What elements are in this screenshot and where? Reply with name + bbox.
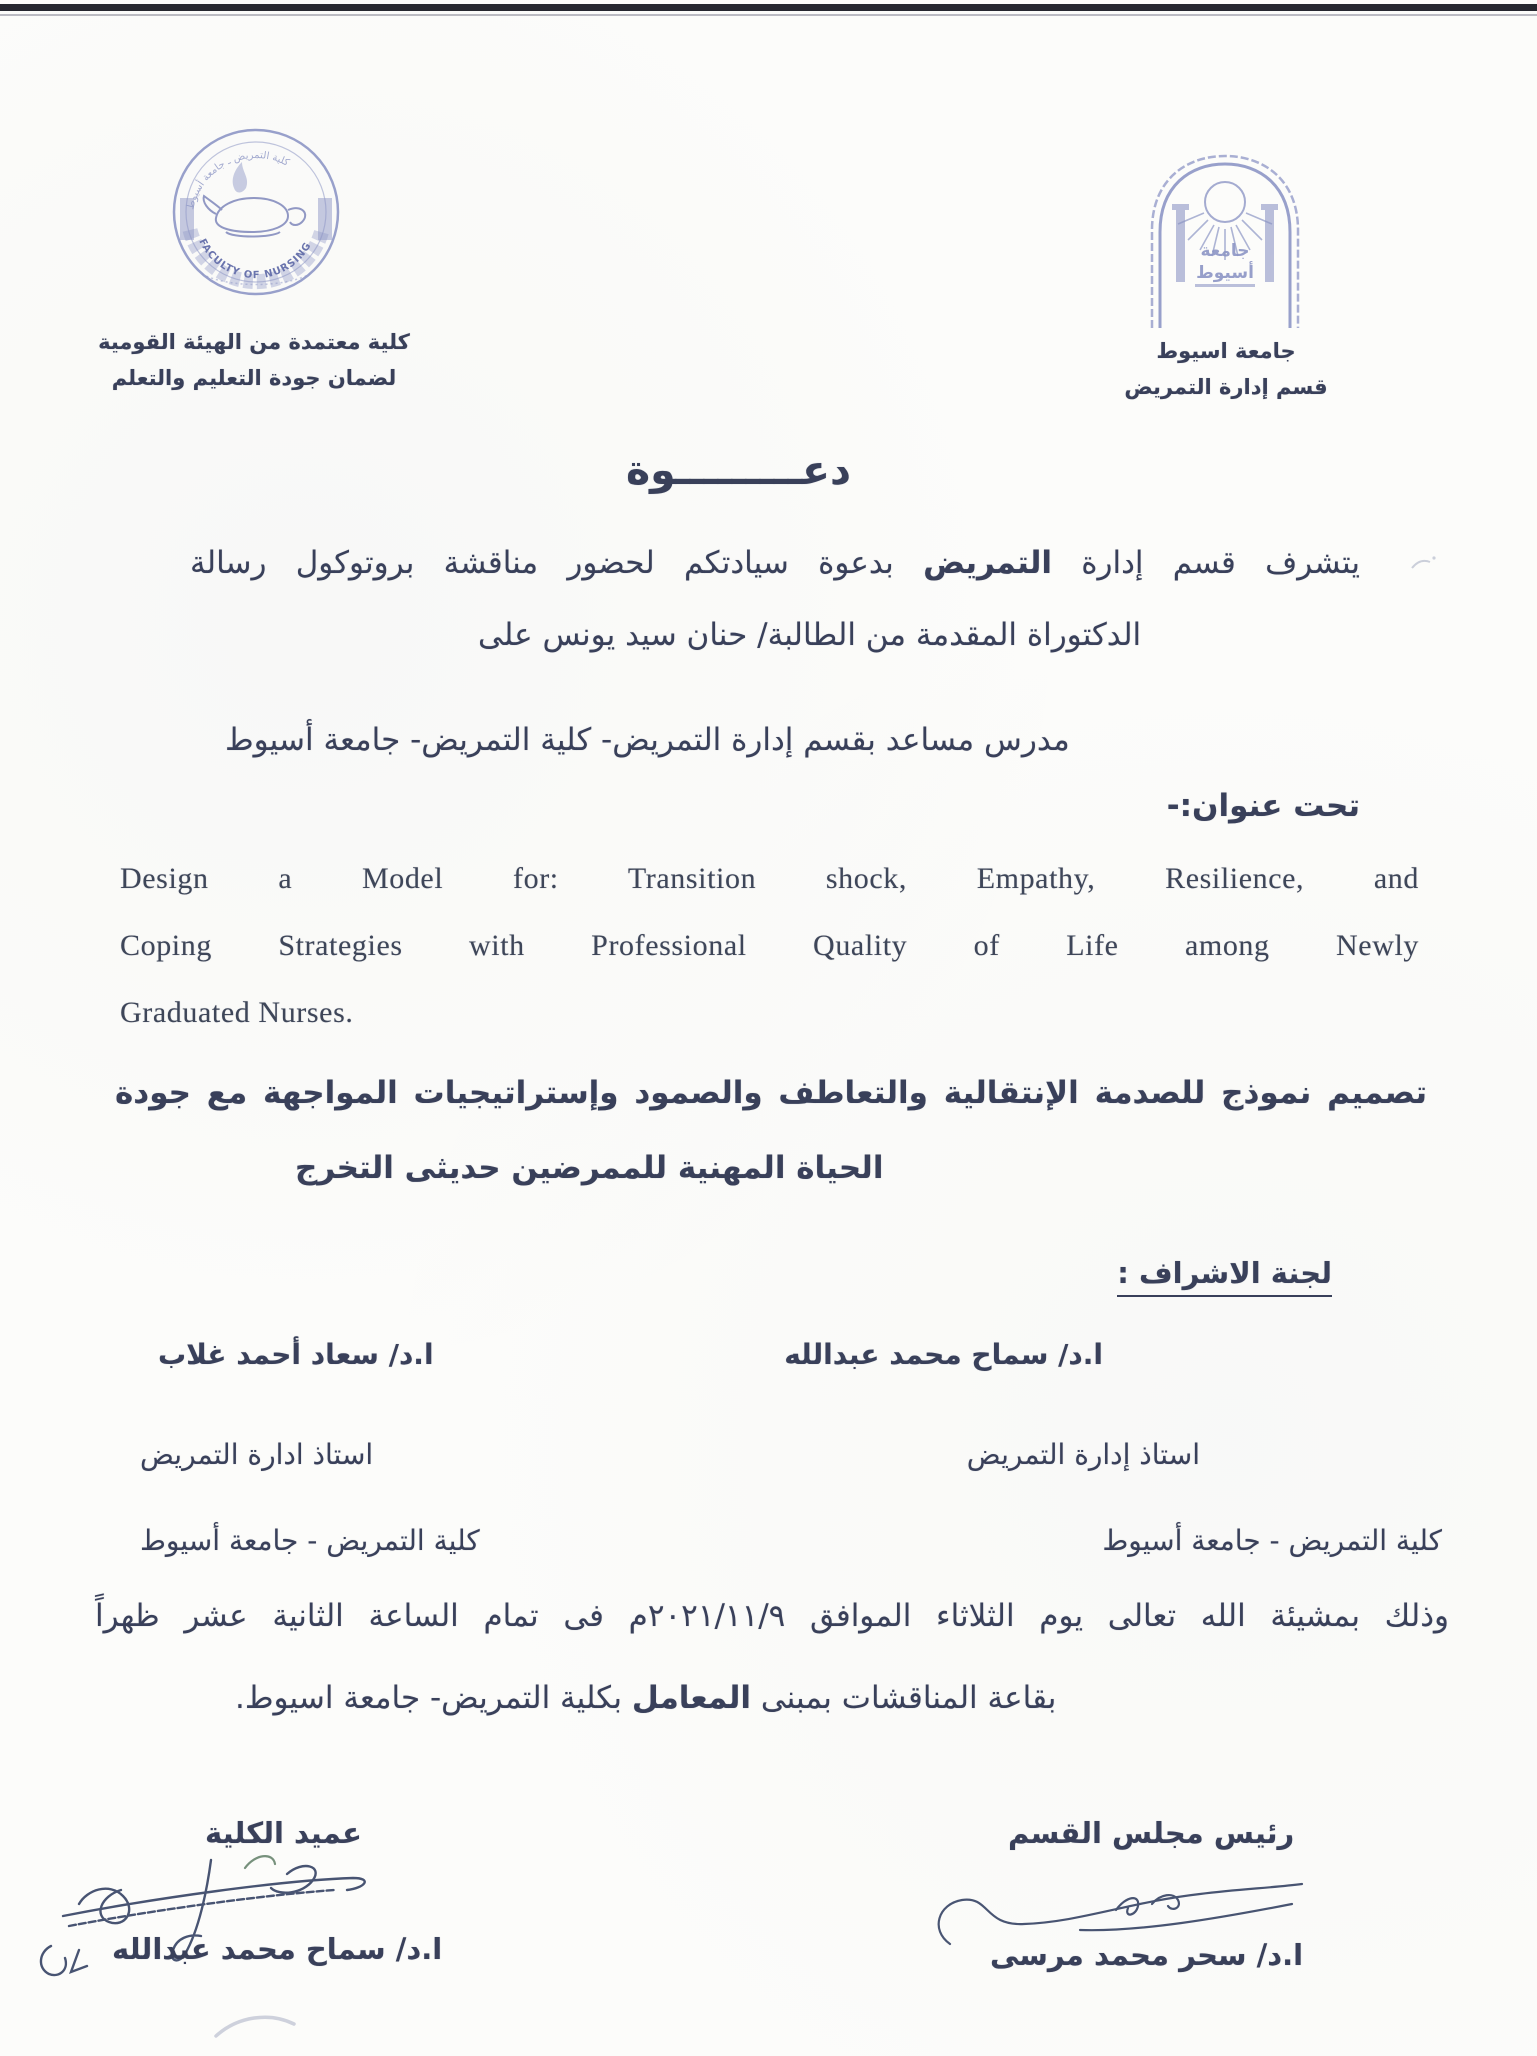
top-scan-edge-line: [0, 4, 1537, 11]
dean-title: عميد الكلية: [205, 1816, 362, 1850]
committee-member-2-affiliation: كلية التمريض - جامعة أسيوط: [140, 1524, 480, 1557]
sun-icon: [1205, 182, 1245, 222]
accreditation-caption-line1: كلية معتمدة من الهيئة القومية: [98, 330, 410, 354]
assiut-university-emblem-icon: [1140, 152, 1310, 332]
intro-line1: [190, 545, 1360, 581]
seal-arc-arabic-text: كلية التمريض ـ جامعة أسيوط: [185, 149, 291, 211]
committee-member-1-title: استاذ إدارة التمريض: [966, 1438, 1200, 1471]
committee-member-2-title: استاذ ادارة التمريض: [140, 1438, 374, 1471]
page-title: دعـــــــــوة: [625, 446, 852, 494]
schedule-date-line: وذلك بمشيئة الله تعالى يوم الثلاثاء الموافق ٢٠٢١/١١/٩م فى تمام الساعة الثانية عشر ظهراً: [95, 1598, 1449, 1634]
accreditation-caption-line2: لضمان جودة التعليم والتعلم: [111, 366, 397, 390]
university-caption-line2: قسم إدارة التمريض: [1124, 375, 1328, 399]
accreditation-caption: [96, 324, 412, 396]
committee-member-1-name: ا.د/ سماح محمد عبدالله: [784, 1338, 1103, 1371]
schedule-venue-line: [235, 1680, 1056, 1716]
faint-edge-mark: [1406, 550, 1444, 578]
thesis-title-en-line2: Coping Strategies with Professional Quality of Life among Newly: [120, 929, 1419, 962]
seal-band-text: FACULTY OF NURSING: [196, 237, 314, 282]
intro-line1-bold: التمريض: [923, 545, 1052, 581]
top-scan-edge-shadow: [0, 14, 1537, 16]
svg-text:جامعة: جامعة: [1200, 241, 1250, 261]
thesis-title-en-line1: Design a Model for: Transition shock, Empathy, Resilience, and: [120, 862, 1419, 895]
faint-pen-mark: [212, 2008, 302, 2044]
thesis-title-ar-line1: تصميم نموذج للصدمة الإنتقالية والتعاطف والصمود وإستراتيجيات المواجهة مع جودة: [115, 1075, 1427, 1111]
intro-line1-pre: يتشرف قسم إدارة: [1052, 545, 1360, 581]
kufic-university-name: [1196, 241, 1254, 283]
thesis-title-en-line3: Graduated Nurses.: [120, 996, 354, 1029]
department-head-name: ا.د/ سحر محمد مرسى: [990, 1938, 1304, 1972]
svg-text:أسيوط: أسيوط: [1196, 263, 1254, 283]
intro-line3-position: مدرس مساعد بقسم إدارة التمريض- كلية التمريض- جامعة أسيوط: [225, 722, 1070, 758]
committee-heading: لجنة الاشراف :: [1117, 1256, 1332, 1297]
university-caption: [1092, 333, 1360, 405]
committee-member-2-name: ا.د/ سعاد أحمد غلاب: [158, 1338, 434, 1371]
schedule-venue-bold: المعامل: [631, 1680, 751, 1716]
intro-line2-student: الدكتوراة المقدمة من الطالبة/ حنان سيد يونس على: [478, 617, 1142, 653]
faculty-of-nursing-seal-icon: [168, 118, 343, 308]
under-title-label: تحت عنوان:-: [1166, 788, 1360, 824]
committee-member-1-affiliation: كلية التمريض - جامعة أسيوط: [1102, 1524, 1442, 1557]
schedule-venue-pre: بقاعة المناقشات بمبنى: [750, 1680, 1057, 1716]
dean-name: ا.د/ سماح محمد عبدالله: [112, 1932, 443, 1966]
intro-line1-post: بدعوة سيادتكم لحضور مناقشة بروتوكول رسالة: [190, 545, 924, 581]
svg-text:FACULTY OF NURSING: [196, 237, 313, 281]
schedule-venue-post: بكلية التمريض- جامعة اسيوط.: [235, 1680, 632, 1716]
thesis-title-ar-line2: الحياة المهنية للممرضين حديثى التخرج: [295, 1150, 884, 1186]
department-head-title: رئيس مجلس القسم: [1008, 1816, 1295, 1850]
university-caption-line1: جامعة اسيوط: [1156, 339, 1296, 363]
